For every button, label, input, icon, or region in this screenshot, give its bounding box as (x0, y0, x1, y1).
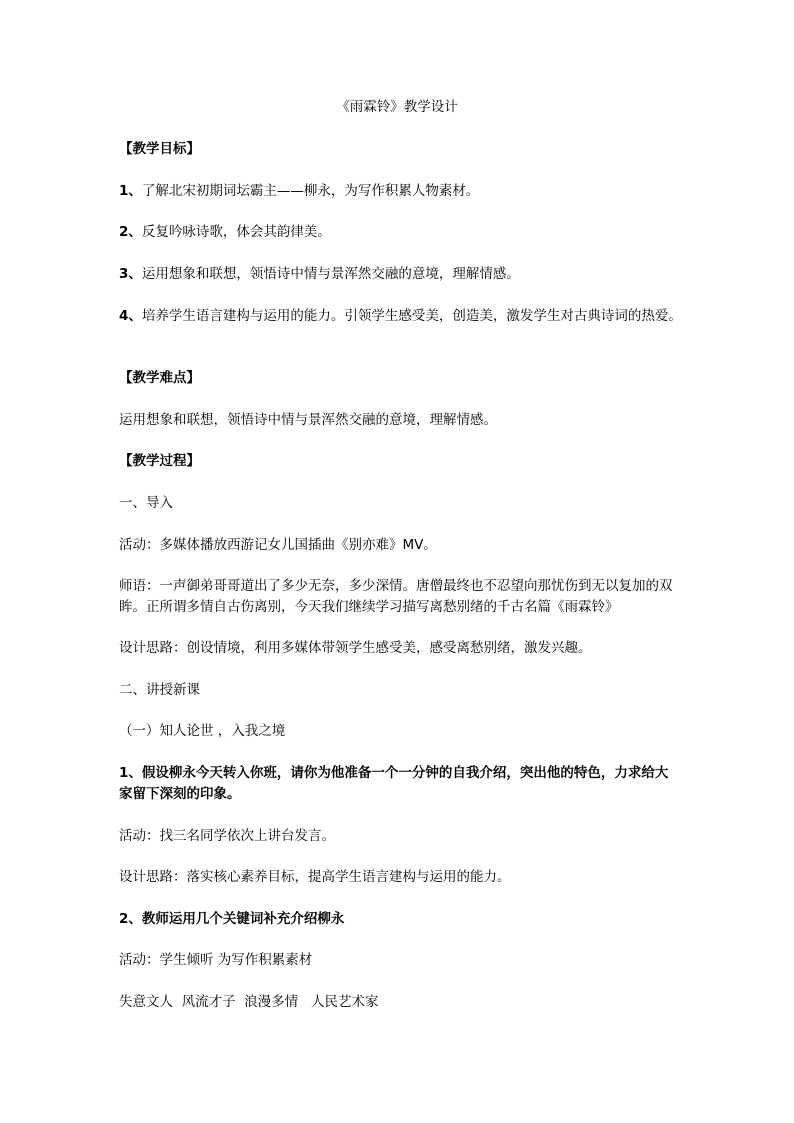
objective-item-2 (119, 222, 679, 243)
lesson-item-1 (119, 763, 679, 805)
objective-text: 反复吟咏诗歌，体会其韵律美。 (141, 224, 331, 240)
lesson-item-text: 教师运用几个关键词补充介绍柳永 (141, 911, 345, 927)
item1-activity: 活动：找三名同学依次上讲台发言。 (119, 828, 335, 844)
lesson-item-number: 1、 (119, 765, 142, 781)
objective-item-1 (119, 181, 679, 202)
lesson-item-number: 2、 (119, 911, 142, 927)
intro-heading: 一、导入 (119, 495, 173, 511)
intro-teacher-speech: 师语：一声御弟哥哥道出了多少无奈，多少深情。唐僧最终也不忍望向那忧伤到无以复加的双眸。正所谓多情自古伤离别，今天我们继续学习描写离愁别绪的千古名篇《雨霖铃》 (119, 578, 673, 615)
lesson-item-2 (119, 909, 679, 930)
item1-design-note: 设计思路：落实核心素养目标，提高学生语言建构与运用的能力。 (119, 869, 511, 885)
objective-text: 培养学生语言建构与运用的能力。引领学生感受美，创造美，激发学生对古典诗词的热爱。 (141, 308, 682, 324)
process-heading: 【教学过程】 (119, 453, 200, 469)
objective-item-4 (119, 306, 685, 327)
objective-text: 运用想象和联想，领悟诗中情与景浑然交融的意境，理解情感。 (141, 266, 520, 282)
objectives-heading: 【教学目标】 (119, 141, 200, 157)
subsection-1-heading: （一）知人论世 ，入我之境 (119, 723, 286, 739)
intro-activity: 活动：多媒体播放西游记女儿国插曲《别亦难》MV。 (119, 537, 437, 553)
objective-number: 3、 (119, 266, 142, 282)
difficulty-text: 运用想象和联想，领悟诗中情与景浑然交融的意境，理解情感。 (119, 412, 497, 428)
intro-design-note: 设计思路：创设情境，利用多媒体带领学生感受美，感受离愁别绪，激发兴趣。 (119, 640, 592, 656)
objective-text: 了解北宋初期词坛霸主——柳永，为写作积累人物素材。 (141, 183, 480, 199)
difficulty-heading: 【教学难点】 (119, 370, 200, 386)
new-lesson-heading: 二、讲授新课 (119, 682, 200, 698)
objective-item-3 (119, 264, 679, 285)
objective-number: 2、 (119, 224, 142, 240)
item2-activity: 活动：学生倾听 为写作积累素材 (119, 952, 313, 968)
objective-number: 1、 (119, 183, 142, 199)
objective-number: 4、 (119, 308, 142, 324)
keywords-line: 失意文人 风流才子 浪漫多情 人民艺术家 (119, 994, 379, 1010)
document-title: 《雨霖铃》教学设计 (336, 99, 458, 115)
lesson-item-text: 假设柳永今天转入你班，请你为他准备一个一分钟的自我介绍，突出他的特色，力求给大家留下深刻的印象。 (119, 765, 669, 802)
